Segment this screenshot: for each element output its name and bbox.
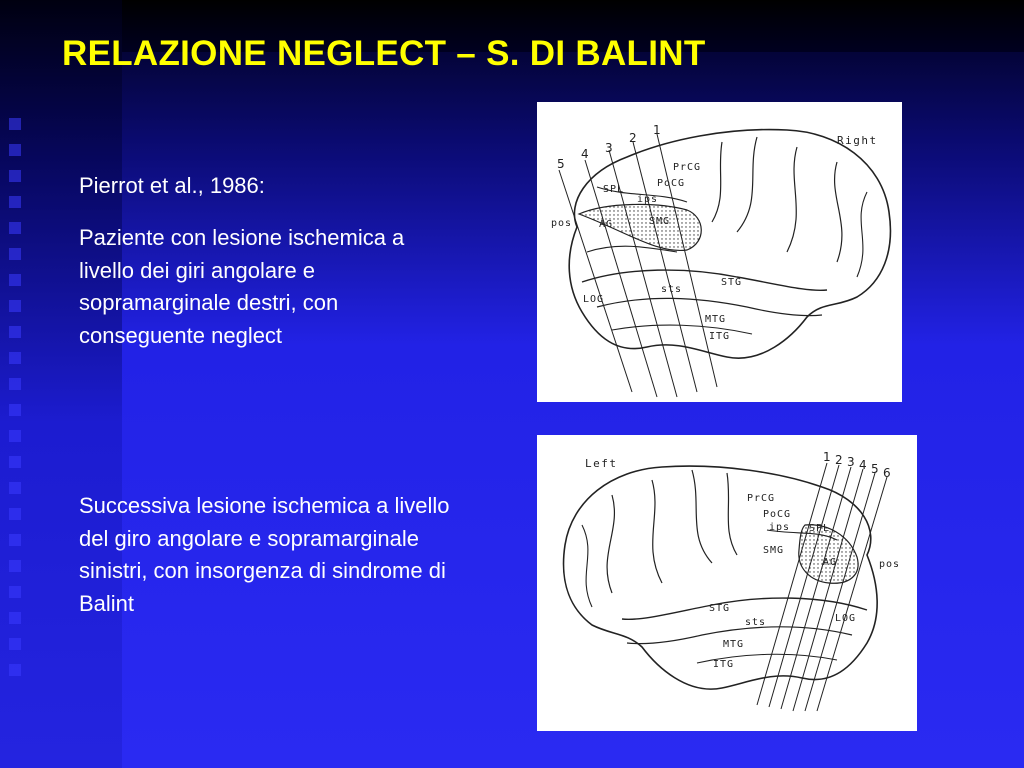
label-log: LOG — [835, 613, 857, 624]
label-spl: SPL — [809, 523, 831, 534]
paragraph-left-lesion: Successiva lesione ischemica a livello del giro angolare e sopramarginale sinistri, con insorgenza di sindrome di Balint — [79, 493, 450, 616]
cut-number-5: 5 — [557, 157, 565, 171]
citation-text: Pierrot et al., 1986: — [79, 173, 265, 198]
label-itg: ITG — [713, 659, 735, 670]
hemisphere-label: Left — [585, 457, 618, 470]
left-hemisphere-figure — [537, 435, 917, 731]
label-prcg: PrCG — [747, 493, 776, 504]
label-stg: STG — [709, 603, 731, 614]
hemisphere-label: Right — [837, 134, 878, 147]
cut-number-4: 4 — [859, 458, 867, 472]
cut-number-5: 5 — [871, 462, 879, 476]
cut-number-6: 6 — [883, 466, 891, 480]
label-smg: SMG — [763, 545, 785, 556]
right-hemisphere-drawing — [537, 102, 902, 402]
label-mtg: MTG — [705, 314, 727, 325]
label-ag: AG — [599, 219, 614, 230]
cut-number-3: 3 — [847, 455, 855, 469]
label-prcg: PrCG — [673, 162, 702, 173]
label-ips: ips — [637, 194, 659, 205]
label-sts: sts — [661, 284, 683, 295]
label-log: LOG — [583, 294, 605, 305]
label-pocg: PoCG — [657, 178, 686, 189]
cut-number-1: 1 — [823, 450, 831, 464]
label-sts: sts — [745, 617, 767, 628]
label-pos: pos — [551, 218, 573, 229]
slide-title: RELAZIONE NEGLECT – S. DI BALINT — [62, 34, 706, 73]
decorative-squares — [6, 118, 32, 690]
cut-number-2: 2 — [629, 131, 637, 145]
label-mtg: MTG — [723, 639, 745, 650]
label-ag: AG — [823, 557, 838, 568]
left-hemisphere-drawing — [537, 435, 917, 731]
label-stg: STG — [721, 277, 743, 288]
label-spl: SPL — [603, 184, 625, 195]
label-itg: ITG — [709, 331, 731, 342]
cut-number-1: 1 — [653, 123, 661, 137]
cut-number-3: 3 — [605, 141, 613, 155]
left-decorative-band — [0, 0, 122, 768]
cut-number-2: 2 — [835, 453, 843, 467]
label-pos: pos — [879, 559, 901, 570]
cut-number-4: 4 — [581, 147, 589, 161]
paragraph-right-lesion: Paziente con lesione ischemica a livello dei giri angolare e sopramarginale destri, con conseguente neglect — [79, 225, 405, 348]
label-ips: ips — [769, 522, 791, 533]
right-hemisphere-figure — [537, 102, 902, 402]
label-pocg: PoCG — [763, 509, 792, 520]
label-smg: SMG — [649, 216, 671, 227]
